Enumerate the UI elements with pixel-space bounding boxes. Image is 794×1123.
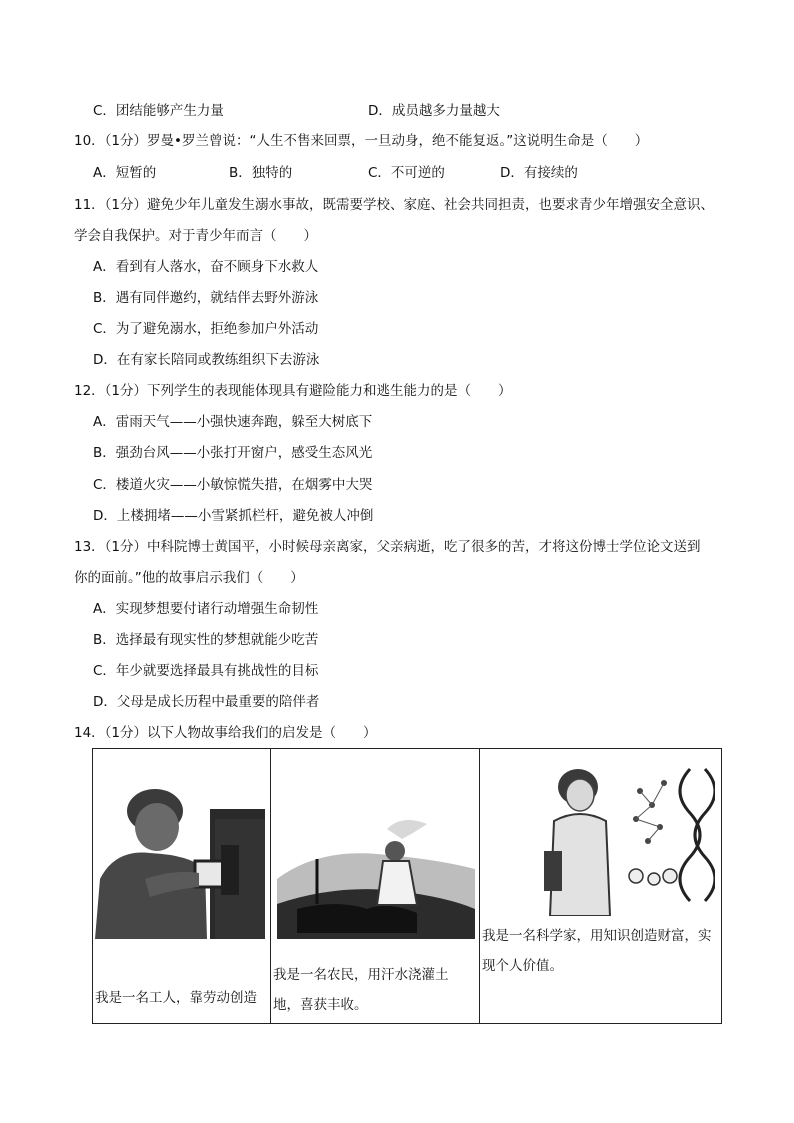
q10-option-d: D．有接续的 bbox=[500, 165, 578, 181]
q11-stem-line2: 学会自我保护。对于青少年而言（ ） bbox=[74, 228, 317, 244]
story-table bbox=[92, 748, 722, 1024]
q13-stem-line2: 你的面前。”他的故事启示我们（ ） bbox=[74, 570, 304, 586]
worker-illustration bbox=[95, 769, 265, 939]
q11-option-c: C．为了避免溺水，拒绝参加户外活动 bbox=[93, 321, 319, 337]
q12-stem: 12．（1分）下列学生的表现能体现具有避险能力和逃生能力的是（ ） bbox=[74, 383, 512, 399]
q10-option-c: C．不可逆的 bbox=[368, 165, 445, 181]
scientist-illustration bbox=[540, 761, 715, 916]
q11-option-d: D．在有家长陪同或教练组织下去游泳 bbox=[93, 352, 320, 368]
q13-stem-line1: 13．（1分）中科院博士黄国平，小时候母亲离家，父亲病逝，吃了很多的苦，才将这份博士学位论文送到 bbox=[74, 539, 701, 555]
q11-stem-line1: 11．（1分）避免少年儿童发生溺水事故，既需要学校、家庭、社会共同担责，也要求青少年增强安全意识、 bbox=[74, 197, 715, 213]
q13-option-a: A．实现梦想要付诸行动增强生命韧性 bbox=[93, 601, 319, 617]
q10-option-b: B．独特的 bbox=[229, 165, 293, 181]
q13-option-b: B．选择最有现实性的梦想就能少吃苦 bbox=[93, 632, 319, 648]
q10-stem: 10．（1分）罗曼•罗兰曾说：“人生不售来回票，一旦动身，绝不能复返。”这说明生命是（ ） bbox=[74, 133, 649, 149]
q12-option-b: B．强劲台风——小张打开窗户，感受生态风光 bbox=[93, 445, 373, 461]
q14-stem: 14．（1分）以下人物故事给我们的启发是（ ） bbox=[74, 725, 377, 741]
q11-option-b: B．遇有同伴邀约，就结伴去野外游泳 bbox=[93, 290, 319, 306]
q12-option-d: D．上楼拥堵——小雪紧抓栏杆，避免被人冲倒 bbox=[93, 508, 374, 524]
story-cell-farmer bbox=[271, 749, 480, 1024]
q13-option-d: D．父母是成长历程中最重要的陪伴者 bbox=[93, 694, 320, 710]
worker-caption: 我是一名工人，靠劳动创造 bbox=[95, 990, 257, 1006]
q11-option-a: A．看到有人落水，奋不顾身下水救人 bbox=[93, 259, 319, 275]
q9-option-c: C．团结能够产生力量 bbox=[93, 103, 224, 119]
story-cell-worker bbox=[93, 749, 271, 1024]
q12-option-a: A．雷雨天气——小强快速奔跑，躲至大树底下 bbox=[93, 414, 373, 430]
q9-option-d: D．成员越多力量越大 bbox=[368, 103, 500, 119]
q12-option-c: C．楼道火灾——小敏惊慌失措，在烟雾中大哭 bbox=[93, 477, 373, 493]
q10-option-a: A．短暂的 bbox=[93, 165, 157, 181]
scientist-caption: 我是一名科学家，用知识创造财富，实现个人价值。 bbox=[482, 928, 712, 974]
q13-option-c: C．年少就要选择最具有挑战性的目标 bbox=[93, 663, 319, 679]
story-cell-scientist bbox=[480, 749, 722, 1024]
farmer-caption: 我是一名农民，用汗水浇灌土地，喜获丰收。 bbox=[273, 967, 449, 1013]
farmer-illustration bbox=[277, 809, 475, 939]
